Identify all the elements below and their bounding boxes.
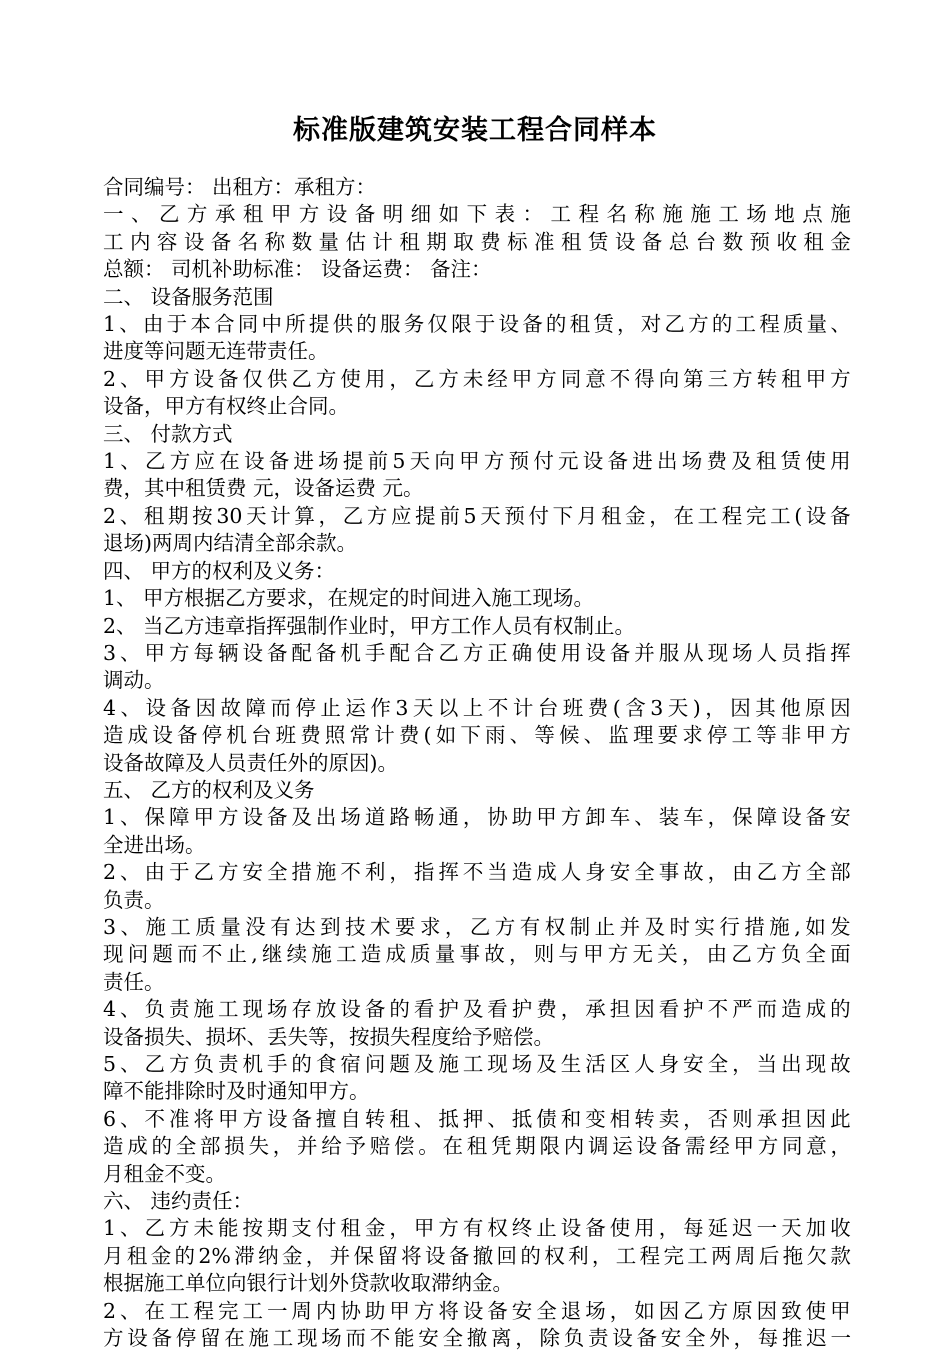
text-line: 1 、 乙 方 应 在 设 备 进 场 提 前 5 天 向 甲 方 预 付 元 设 备 进 出 场 费 及 租 赁 使 用 <box>103 449 851 474</box>
text-line: 1 、 乙 方 未 能 按 期 支 付 租 金 ， 甲 方 有 权 终 止 设 备 使 用 ， 每 延 迟 一 天 加 收 <box>103 1216 851 1241</box>
text-line: 1、 甲方根据乙方要求，在规定的时间进入施工现场。 <box>103 586 595 611</box>
text-line: 总额： 司机补助标准： 设备运费： 备注： <box>103 257 492 282</box>
text-line: 现 问 题 而 不 止 , 继 续 施 工 造 成 质 量 事 故 ， 则 与 甲 方 无 关 ， 由 乙 方 负 全 面 <box>103 942 851 967</box>
text-line: 3 、 甲 方 每 辆 设 备 配 备 机 手 配 合 乙 方 正 确 使 用 设 备 并 服 从 现 场 人 员 指 挥 <box>103 640 851 665</box>
text-line: 6 、 不 准 将 甲 方 设 备 擅 自 转 租 、 抵 押 、 抵 债 和 变 相 转 卖 ， 否 则 承 担 因 此 <box>103 1106 851 1131</box>
document-body <box>103 174 851 1352</box>
text-line: 责任。 <box>103 969 165 994</box>
text-line: 造 成 设 备 停 机 台 班 费 照 常 计 费 ( 如 下 雨 、 等 候 、 监 理 要 求 停 工 等 非 甲 方 <box>103 723 851 748</box>
text-line: 负责。 <box>103 887 165 912</box>
text-line: 进度等问题无连带责任。 <box>103 339 329 364</box>
text-line: 月 租 金 的 2% 滞 纳 金 ， 并 保 留 将 设 备 撤 回 的 权 利 ， 工 程 完 工 两 周 后 拖 欠 款 <box>103 1243 851 1268</box>
text-line: 月租金不变。 <box>103 1161 226 1186</box>
text-line: 六、 违约责任： <box>103 1189 254 1214</box>
text-line: 1 、 保 障 甲 方 设 备 及 出 场 道 路 畅 通 ， 协 助 甲 方 卸 车 、 装 车 ， 保 障 设 备 安 <box>103 805 851 830</box>
text-line: 费，其中租赁费 元，设备运费 元。 <box>103 476 424 501</box>
text-line: 2 、 在 工 程 完 工 一 周 内 协 助 甲 方 将 设 备 安 全 退 场 ， 如 因 乙 方 原 因 致 使 甲 <box>103 1298 851 1323</box>
text-line: 2 、 甲 方 设 备 仅 供 乙 方 使 用 ， 乙 方 未 经 甲 方 同 意 不 得 向 第 三 方 转 租 甲 方 <box>103 366 851 391</box>
text-line: 2 、 租 期 按 30 天 计 算 ， 乙 方 应 提 前 5 天 预 付 下 月 租 金 ， 在 工 程 完 工 ( 设 备 <box>103 503 851 528</box>
text-line: 合同编号： 出租方：承租方： <box>103 175 377 199</box>
text-line: 2、 当乙方违章指挥强制作业时，甲方工作人员有权制止。 <box>103 613 636 638</box>
text-line: 障不能排除时及时通知甲方。 <box>103 1079 370 1104</box>
text-line: 退场)两周内结清全部余款。 <box>103 531 357 556</box>
text-line: 五、 乙方的权利及义务 <box>103 777 315 802</box>
text-line: 根据施工单位向银行计划外贷款收取滞纳金。 <box>103 1271 513 1296</box>
text-line: 三、 付款方式 <box>103 421 233 446</box>
text-line: 1 、 由 于 本 合 同 中 所 提 供 的 服 务 仅 限 于 设 备 的 租 赁 ， 对 乙 方 的 工 程 质 量 、 <box>103 312 851 337</box>
text-line: 5 、 乙 方 负 责 机 手 的 食 宿 问 题 及 施 工 现 场 及 生 活 区 人 身 安 全 ， 当 出 现 故 <box>103 1052 851 1076</box>
text-line: 二、 设备服务范围 <box>103 284 274 309</box>
text-line: 一 、 乙 方 承 租 甲 方 设 备 明 细 如 下 表 ： 工 程 名 称 施 施 工 场 地 点 施 <box>103 202 851 227</box>
text-line: 设备，甲方有权终止合同。 <box>103 394 349 419</box>
text-line: 造 成 的 全 部 损 失 ， 并 给 予 赔 偿 。 在 租 凭 期 限 内 调 运 设 备 需 经 甲 方 同 意 ， <box>103 1134 851 1159</box>
text-line: 四、 甲方的权利及义务： <box>103 558 336 583</box>
text-line: 设备故障及人员责任外的原因)。 <box>103 750 398 775</box>
text-line: 设备损失、损坏、丢失等，按损失程度给予赔偿。 <box>103 1024 554 1049</box>
text-line: 3 、 施 工 质 量 没 有 达 到 技 术 要 求 ， 乙 方 有 权 制 止 并 及 时 实 行 措 施 , 如 发 <box>103 914 851 939</box>
text-line: 调动。 <box>103 668 165 693</box>
document-title: 标准版建筑安装工程合同样本 <box>293 115 657 146</box>
text-line: 2 、 由 于 乙 方 安 全 措 施 不 利 ， 指 挥 不 当 造 成 人 身 安 全 事 故 ， 由 乙 方 全 部 <box>103 860 851 885</box>
text-line: 方 设 备 停 留 在 施 工 现 场 而 不 能 安 全 撤 离 ， 除 负 责 设 备 安 全 外 ， 每 推 迟 一 <box>103 1326 851 1351</box>
text-line: 4 、 设 备 因 故 障 而 停 止 运 作 3 天 以 上 不 计 台 班 费 ( 含 3 天 ) ， 因 其 他 原 因 <box>103 695 851 720</box>
text-line: 工 内 容 设 备 名 称 数 量 估 计 租 期 取 费 标 准 租 赁 设 备 总 台 数 预 收 租 金 <box>103 229 851 254</box>
text-line: 4 、 负 责 施 工 现 场 存 放 设 备 的 看 护 及 看 护 费 ， 承 担 因 看 护 不 严 而 造 成 的 <box>103 997 851 1022</box>
text-line: 全进出场。 <box>103 832 206 857</box>
